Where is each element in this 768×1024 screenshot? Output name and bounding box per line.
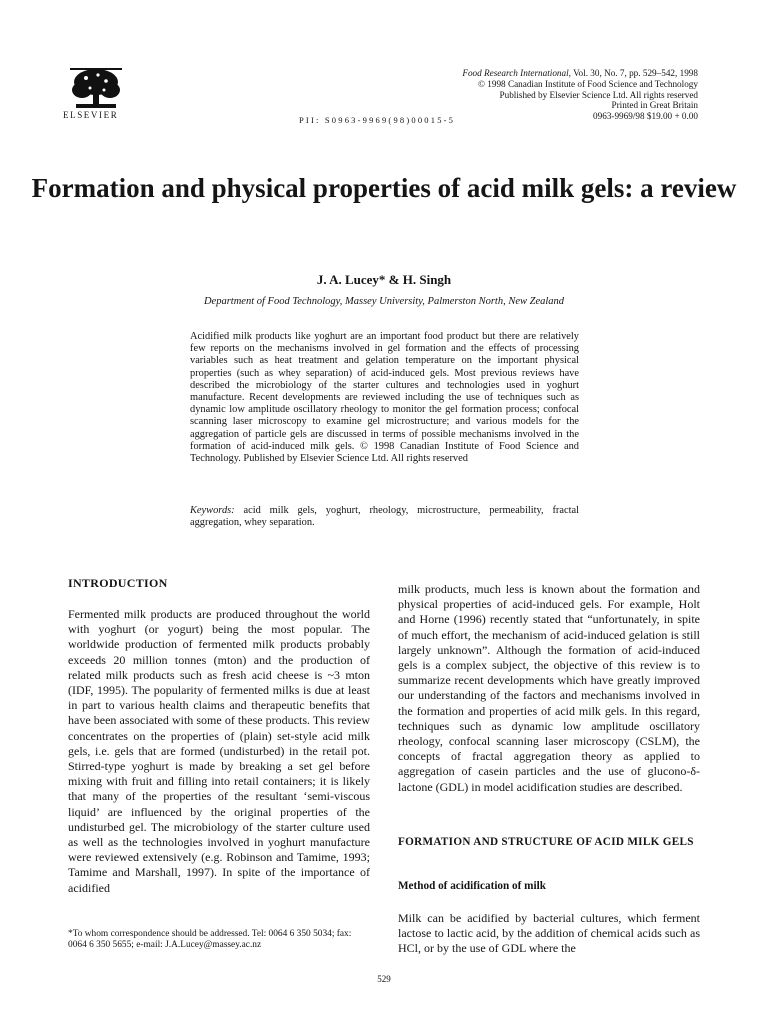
- printed-line: Printed in Great Britain: [611, 100, 698, 111]
- subsection-paragraph: Milk can be acidified by bacterial cultures, which ferment lactose to lactic acid, by the addition of chemical acids such as HCl, or by the use of GDL where the: [398, 911, 700, 956]
- section-heading-formation: FORMATION AND STRUCTURE OF ACID MILK GELS: [398, 836, 694, 848]
- keywords: [190, 505, 579, 529]
- publisher-line: Published by Elsevier Science Ltd. All rights reserved: [499, 89, 698, 100]
- page-number: 529: [377, 974, 391, 984]
- copyright-line: © 1998 Canadian Institute of Food Science and Technology: [478, 78, 698, 89]
- journal-info: [462, 68, 698, 122]
- intro-paragraph-right: milk products, much less is known about the formation and physical properties of acid-induced gels. For example, Holt and Horne (1996) recently stated that “unfortunately, in spite of much effort, the mechanism of acid-induced gelation is still largely unknown”. Although the formation of acid-induced gels is a complex subject, the objective of this review is to summarize recent developments which have greatly improved our understanding of the factors and mechanisms involved in the formation and properties of acid milk gels. In this regard, techniques such as dynamic low amplitude oscillatory rheology, confocal scanning laser microscopy (CSLM), the concepts of fractal aggregation theory as applied to aggregation of casein particles and the use of glucono-δ-lactone (GDL) in model acidification studies are described.: [398, 582, 700, 794]
- correspondence-footnote: *To whom correspondence should be addressed. Tel: 0064 6 350 5034; fax: 0064 6 350 5655; e-mail: J.A.Lucey@massey.ac.nz: [68, 929, 352, 950]
- affiliation: Department of Food Technology, Massey University, Palmerston North, New Zealand: [203, 296, 565, 307]
- publisher-name: ELSEVIER: [63, 110, 119, 120]
- journal-citation: [462, 68, 698, 79]
- keywords-text: acid milk gels, yoghurt, rheology, microstructure, permeability, fractal aggregation, whey separation.: [190, 505, 579, 529]
- authors: J. A. Lucey* & H. Singh: [316, 272, 452, 287]
- journal-name: Food Research International,: [462, 68, 571, 78]
- keywords-label: Keywords:: [190, 505, 235, 516]
- article-title-text: Formation and physical properties of acid milk gels: a review: [31, 173, 737, 203]
- pii-code: PII: S0963-9969(98)00015-5: [299, 115, 456, 125]
- journal-details: Vol. 30, No. 7, pp. 529–542, 1998: [570, 68, 698, 78]
- intro-paragraph-left: Fermented milk products are produced throughout the world with yoghurt (or yogurt) being the most popular. The worldwide production of fermented milk products probably exceeds 20 million tonnes (mton) and the production of related milk products such as fresh acid cheese is ~3 mton (IDF, 1995). The popularity of fermented milks is due at least in part to various health claims and therapeutic benefits that have been associated with some of these products. This review concentrates on the properties of (plain) set-style acid milk gels, i.e. gels that are formed (undisturbed) in the retail pot. Stirred-type yoghurt is made by breaking a set gel before mixing with fruit and filling into retail containers; it is likely that many of the properties of the resultant ‘semi-viscous liquid’ are influenced by the original properties of the undisturbed gel. The microbiology of the starter culture used as well as the technologies involved in yoghurt manufacture were reviewed extensively (e.g. Robinson and Tamime, 1993; Tamime and Marshall, 1997). In spite of the importance of acidified: [68, 607, 370, 895]
- abstract: Acidified milk products like yoghurt are an important food product but there are relatively few reports on the mechanisms involved in gel formation and the effects of processing variables such as heat treatment and gelation temperature on the important physical properties (such as whey separation) of acid-induced gels. Most previous reviews have described the microbiology of the starter cultures and technologies used in yoghurt manufacture. Recent developments are reviewed including the use of techniques such as dynamic low amplitude oscillatory rheology to monitor the gel formation process; confocal scanning laser microscopy to examine gel microstructure; and various models for the aggregation of particle gels are discussed in terms of possible mechanisms involved in the formation of acid-induced milk gels. © 1998 Canadian Institute of Food Science and Technology. Published by Elsevier Science Ltd. All rights reserved: [190, 331, 579, 465]
- subsection-heading: Method of acidification of milk: [398, 880, 546, 892]
- article-title: [0, 173, 768, 204]
- section-heading-introduction: INTRODUCTION: [68, 576, 168, 590]
- issn-price: 0963-9969/98 $19.00 + 0.00: [593, 111, 698, 122]
